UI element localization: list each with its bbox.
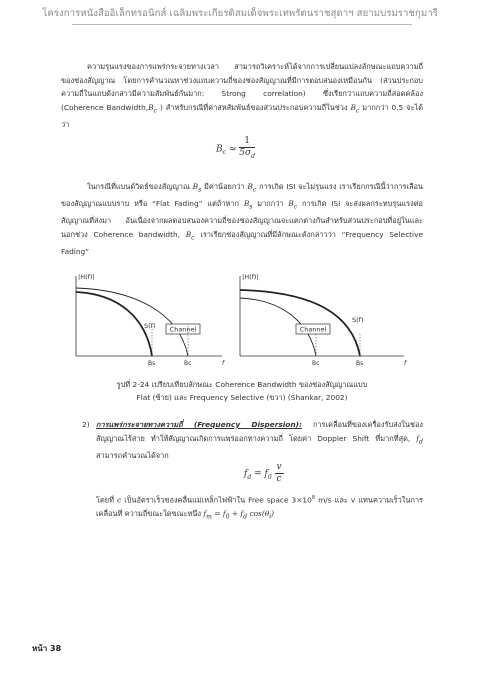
left-y-label: |H(f)| [78,273,95,281]
page-header: โครงการหนังสืออิเล็กทรอนิกส์ เฉลิมพระเกียรติสมเด็จพระเทพรัตนราชสุดาฯ สยามบรมราชกุมารี [42,8,438,19]
right-tick-bs: Bs [356,360,364,367]
section-number: 2) [82,420,90,429]
page-number: หน้า 38 [32,644,62,653]
section-title: การแพร่กระจายทางความถี่ (Frequency Dispersion): [96,420,302,429]
right-curve-label: S(f) [352,316,364,324]
equation-coherence-bandwidth: $B_c$ ≈ $\frac{1}{5\sigma_d}$ [216,136,256,160]
paragraph-free-space: โดยที่ c เป็นอัตราเร็วของคลื่นแม่เหล็กไฟฟ้าใน Free space $3\times 10^8$ m/s และ v แทนความเร็วในการเคลื่อนที่ ความถี่ขณะใดขณะหนึ่ง $f_m = f_0 + f_d$ $\cos(\theta_i)$ [96,495,424,521]
right-tick-bc: Bc [312,360,320,367]
left-curve-label: S(f) [144,322,156,330]
paragraph-flat-fading: ในกรณีที่แบนด์วิดธ์ของสัญญาณ $B_s$ มีค่าน้อยกว่า $B_c$ การเกิด ISI จะไม่รุนแรง เราเรียกกรณีนี้ว่าการเลือนของสัญญาณแบบราบ หรือ “Flat Fading” แต่ถ้าหาก $B_s$ มากกว่า $B_c$ การเกิด ISI จะส่งผลกระทบรุนแรงต่อสัญญาณที่ส่งมา อันเนื่องจากผลตอบสนองความถี่ของช่องสัญญาณจะแตกต่างกันสำหรับส่วนประกอบที่อยู่ในและนอกช่วง Coherence bandwidth, $B_c$ เราเรียกช่องสัญญาณที่มีลักษณะดังกล่าวว่า “Frequency Selective Fading” [61,182,424,256]
right-panel [240,273,407,367]
left-tick-bs: Bs [148,360,156,367]
left-x-label: f [222,360,225,367]
paragraph-coherence-bandwidth: ความรุนแรงของการแพร่กระจายทางเวลา สามารถวิเคราะห์ได้จากการเปลี่ยนแปลงลักษณะแถบความถี่ของช่องสัญญาณ โดยการคำนวณหาช่วงแถบความถี่ของช่องสัญญาณที่มีการตอบสนองเหมือนกัน (ส่วนประกอบความถี่ในแถบดังกล่าวมีความสัมพันธ์กันมาก: Strong correlation) ซึ่งเรียกว่าแถบความถี่สอดคล้อง (Coherence $Bandwidth,B_c$ ) สำหรับกรณีที่ค่าสหสัมพันธ์ของส่วนประกอบความถี่ในช่วง $B_c$ มากกว่า 0.5 จะได้ว่า [61,62,423,129]
figure-diagram [74,268,414,370]
equation-instant-frequency: $f_m = f_0 + f_d$ $\cos(\theta_i)$ [203,509,275,521]
equation-doppler-shift: $f_d = f_0$ $\frac{v}{c}$ [244,462,282,484]
header-divider [72,24,412,25]
right-x-label: f [404,360,407,367]
right-y-label: |H(f)| [242,273,259,281]
left-channel-curve [76,288,188,356]
figure-coherence-bandwidth [74,268,414,370]
left-panel [76,273,225,367]
right-channel-label: Channel [299,325,327,334]
section-frequency-dispersion: 2) การแพร่กระจายทางความถี่ (Frequency Dispersion): การเคลื่อนที่ของเครื่องรับส่งในช่องสัญญาณไร้สาย ทำให้สัญญาณเกิดการแพร่ออกทางความถี่ โดยค่า Doppler Shift ที่มากที่สุด, $f_d$ สามารถคำนวณได้จาก [82,420,423,460]
left-tick-bc: Bc [184,360,192,367]
left-channel-label: Channel [169,325,197,334]
figure-caption: รูปที่ 2-24 เปรียบเทียบลักษณะ Coherence Bandwidth ของช่องสัญญาณแบบ Flat (ซ้าย) และ Frequency Selective (ขวา) (Shankar, 2002) [116,380,368,402]
